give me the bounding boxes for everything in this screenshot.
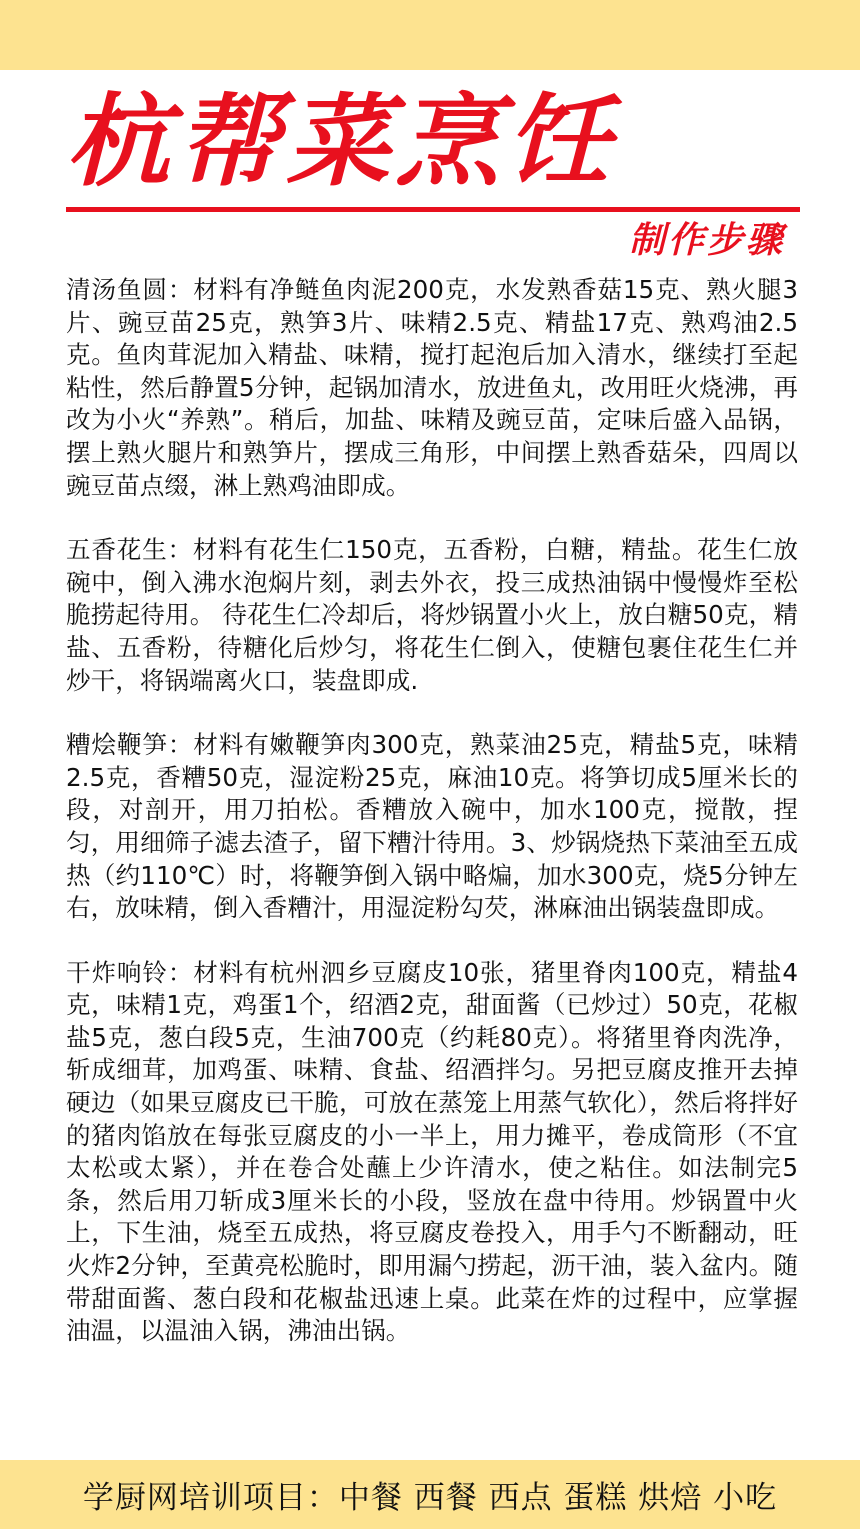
- recipe-list: [66, 274, 798, 1380]
- recipe-paragraph-1: 清汤鱼圆：材料有净鲢鱼肉泥200克，水发熟香菇15克、熟火腿3片、豌豆苗25克，熟笋3片、味精2.5克、精盐17克、熟鸡油2.5克。鱼肉茸泥加入精盐、味精，搅打起泡后加入清水，继续打至起粘性，然后静置5分钟，起锅加清水，放进鱼丸，改用旺火烧沸，再改为小火“养熟”。稍后，加盐、味精及豌豆苗，定味后盛入品锅，摆上熟火腿片和熟笋片，摆成三角形，中间摆上熟香菇朵，四周以豌豆苗点缀，淋上熟鸡油即成。: [66, 275, 798, 500]
- recipe-paragraph-3: 糟烩鞭笋：材料有嫩鞭笋肉300克，熟菜油25克，精盐5克，味精2.5克，香糟50克，湿淀粉25克，麻油10克。将笋切成5厘米长的段，对剖开，用刀拍松。香糟放入碗中，加水100克，搅散，捏匀，用细筛子滤去渣子，留下糟汁待用。3、炒锅烧热下菜油至五成热（约110℃）时，将鞭笋倒入锅中略煸，加水300克，烧5分钟左右，放味精，倒入香糟汁，用湿淀粉勾芡，淋麻油出锅装盘即成。: [66, 730, 798, 923]
- recipe-paragraph-4: 干炸响铃：材料有杭州泗乡豆腐皮10张，猪里脊肉100克，精盐4克，味精1克，鸡蛋1个，绍酒2克，甜面酱（已炒过）50克，花椒盐5克，葱白段5克，生油700克（约耗80克）。将猪里脊肉洗净，斩成细茸，加鸡蛋、味精、食盐、绍酒拌匀。另把豆腐皮推开去掉硬边（如果豆腐皮已干脆，可放在蒸笼上用蒸气软化），然后将拌好的猪肉馅放在每张豆腐皮的小一半上，用力摊平，卷成筒形（不宜太松或太紧），并在卷合处蘸上少许清水，使之粘住。如法制完5条，然后用刀斩成3厘米长的小段，竖放在盘中待用。炒锅置中火上，下生油，烧至五成热，将豆腐皮卷投入，用手勺不断翻动，旺火炸2分钟，至黄亮松脆时，即用漏勺捞起，沥干油，装入盆内。随带甜面酱、葱白段和花椒盐迅速上桌。此菜在炸的过程中，应掌握油温，以温油入锅，沸油出锅。: [66, 957, 798, 1346]
- footer-banner: [0, 1460, 860, 1529]
- page-title: 杭帮菜烹饪: [66, 83, 617, 201]
- title-divider: [66, 207, 800, 212]
- top-banner: [0, 0, 860, 70]
- page-subtitle: 制作步骤: [628, 220, 785, 261]
- footer-text: 学厨网培训项目：中餐 西餐 西点 蛋糕 烘焙 小吃: [82, 1480, 778, 1516]
- recipe-paragraph-2: 五香花生：材料有花生仁150克，五香粉，白糖，精盐。花生仁放碗中，倒入沸水泡焖片刻，剥去外衣，投三成热油锅中慢慢炸至松脆捞起待用。 待花生仁冷却后，将炒锅置小火上，放白糖50克，精盐、五香粉，待糖化后炒匀，将花生仁倒入，使糖包裹住花生仁并炒干，将锅端离火口，装盘即成.: [66, 535, 798, 695]
